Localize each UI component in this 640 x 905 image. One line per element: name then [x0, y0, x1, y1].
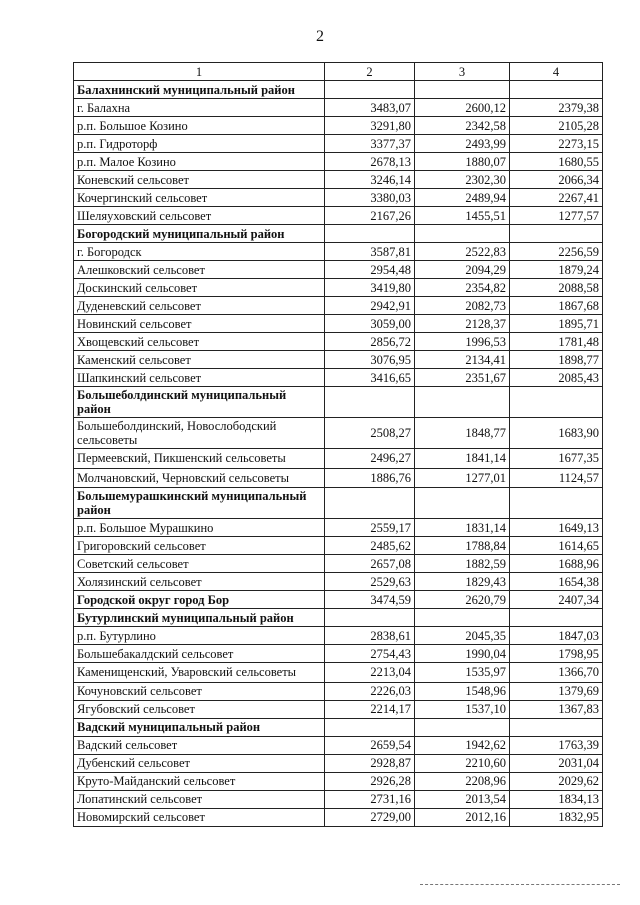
table-row — [74, 700, 603, 718]
table-header-row — [74, 63, 603, 81]
value-col-2: 2729,00 — [325, 808, 415, 826]
value-col-2 — [325, 609, 415, 627]
value-col-4: 1124,57 — [510, 468, 603, 488]
value-col-3: 2012,16 — [415, 808, 510, 826]
value-col-4: 1763,39 — [510, 736, 603, 754]
column-header-3: 3 — [415, 63, 510, 81]
value-col-2: 3380,03 — [325, 189, 415, 207]
value-col-4 — [510, 387, 603, 418]
value-col-3: 2620,79 — [415, 591, 510, 609]
section-row — [74, 81, 603, 99]
value-col-2: 2678,13 — [325, 153, 415, 171]
value-col-3: 2128,37 — [415, 315, 510, 333]
value-col-3: 2082,73 — [415, 297, 510, 315]
table-row — [74, 315, 603, 333]
row-name: р.п. Бутурлино — [74, 627, 325, 645]
row-name: Большеболдинский муниципальный район — [74, 387, 325, 418]
value-col-4: 1654,38 — [510, 573, 603, 591]
value-col-3 — [415, 81, 510, 99]
column-header-1: 1 — [74, 63, 325, 81]
value-col-3: 2493,99 — [415, 135, 510, 153]
row-name: Алешковский сельсовет — [74, 261, 325, 279]
row-name: Доскинский сельсовет — [74, 279, 325, 297]
row-name: Молчановский, Черновский сельсоветы — [74, 468, 325, 488]
value-col-3: 2489,94 — [415, 189, 510, 207]
value-col-3: 1848,77 — [415, 418, 510, 449]
value-col-2: 3587,81 — [325, 243, 415, 261]
value-col-3: 2342,58 — [415, 117, 510, 135]
row-name: Новомирский сельсовет — [74, 808, 325, 826]
value-col-2: 3416,65 — [325, 369, 415, 387]
value-col-4: 2088,58 — [510, 279, 603, 297]
value-col-4: 2031,04 — [510, 754, 603, 772]
table-row — [74, 261, 603, 279]
value-col-2 — [325, 387, 415, 418]
row-name: г. Балахна — [74, 99, 325, 117]
value-col-4 — [510, 81, 603, 99]
value-col-4: 1898,77 — [510, 351, 603, 369]
value-col-4: 1895,71 — [510, 315, 603, 333]
table-row — [74, 663, 603, 683]
value-col-3: 1829,43 — [415, 573, 510, 591]
section-row — [74, 225, 603, 243]
value-col-3 — [415, 609, 510, 627]
row-name: Ягубовский сельсовет — [74, 700, 325, 718]
value-col-3: 1996,53 — [415, 333, 510, 351]
page-number: 2 — [316, 28, 324, 45]
row-name: Пермеевский, Пикшенский сельсоветы — [74, 449, 325, 469]
row-name: г. Богородск — [74, 243, 325, 261]
value-col-4: 1367,83 — [510, 700, 603, 718]
value-col-3: 2522,83 — [415, 243, 510, 261]
value-col-2: 2657,08 — [325, 555, 415, 573]
value-col-3: 2094,29 — [415, 261, 510, 279]
value-col-3: 1455,51 — [415, 207, 510, 225]
value-col-2: 2856,72 — [325, 333, 415, 351]
value-col-3: 1882,59 — [415, 555, 510, 573]
value-col-2: 2942,91 — [325, 297, 415, 315]
row-name: Лопатинский сельсовет — [74, 790, 325, 808]
section-row — [74, 591, 603, 609]
value-col-2: 3059,00 — [325, 315, 415, 333]
value-col-4 — [510, 609, 603, 627]
row-name: р.п. Большое Козино — [74, 117, 325, 135]
value-col-3: 1841,14 — [415, 449, 510, 469]
value-col-4: 2256,59 — [510, 243, 603, 261]
value-col-4 — [510, 225, 603, 243]
value-col-4 — [510, 488, 603, 519]
row-name: Хвощевский сельсовет — [74, 333, 325, 351]
row-name: Вадский сельсовет — [74, 736, 325, 754]
table-row — [74, 189, 603, 207]
tariff-table — [73, 62, 603, 827]
row-name: Бутурлинский муниципальный район — [74, 609, 325, 627]
value-col-2: 2226,03 — [325, 682, 415, 700]
table-row — [74, 555, 603, 573]
section-row — [74, 488, 603, 519]
value-col-2 — [325, 488, 415, 519]
value-col-4: 1277,57 — [510, 207, 603, 225]
table-row — [74, 99, 603, 117]
row-name: Дуденевский сельсовет — [74, 297, 325, 315]
table-row — [74, 333, 603, 351]
table-row — [74, 171, 603, 189]
table-row — [74, 754, 603, 772]
table-row — [74, 790, 603, 808]
table-row — [74, 736, 603, 754]
table-row — [74, 772, 603, 790]
value-col-3: 2208,96 — [415, 772, 510, 790]
value-col-2: 1886,76 — [325, 468, 415, 488]
value-col-4: 1867,68 — [510, 297, 603, 315]
table-row — [74, 243, 603, 261]
value-col-4: 2407,34 — [510, 591, 603, 609]
value-col-2 — [325, 225, 415, 243]
value-col-3 — [415, 387, 510, 418]
row-name: Холязинский сельсовет — [74, 573, 325, 591]
value-col-3: 2045,35 — [415, 627, 510, 645]
section-row — [74, 609, 603, 627]
section-row — [74, 718, 603, 736]
value-col-4: 2029,62 — [510, 772, 603, 790]
value-col-4: 1688,96 — [510, 555, 603, 573]
value-col-2: 3291,80 — [325, 117, 415, 135]
table-row — [74, 207, 603, 225]
footer-divider — [420, 884, 620, 885]
row-name: Каменский сельсовет — [74, 351, 325, 369]
table-body — [74, 81, 603, 827]
value-col-2: 2508,27 — [325, 418, 415, 449]
value-col-2: 3483,07 — [325, 99, 415, 117]
value-col-4: 1379,69 — [510, 682, 603, 700]
value-col-3: 1880,07 — [415, 153, 510, 171]
value-col-4: 2066,34 — [510, 171, 603, 189]
table-row — [74, 351, 603, 369]
value-col-2: 3474,59 — [325, 591, 415, 609]
row-name: Балахнинский муниципальный район — [74, 81, 325, 99]
value-col-2: 2928,87 — [325, 754, 415, 772]
value-col-3 — [415, 488, 510, 519]
table-row — [74, 627, 603, 645]
table-row — [74, 418, 603, 449]
value-col-4: 2105,28 — [510, 117, 603, 135]
value-col-3 — [415, 718, 510, 736]
table-row — [74, 645, 603, 663]
value-col-2 — [325, 81, 415, 99]
value-col-3: 1942,62 — [415, 736, 510, 754]
value-col-2: 2485,62 — [325, 537, 415, 555]
row-name: Григоровский сельсовет — [74, 537, 325, 555]
value-col-3: 1535,97 — [415, 663, 510, 683]
value-col-2: 2659,54 — [325, 736, 415, 754]
value-col-4: 1847,03 — [510, 627, 603, 645]
value-col-3: 1990,04 — [415, 645, 510, 663]
row-name: Большебакалдский сельсовет — [74, 645, 325, 663]
value-col-4: 2273,15 — [510, 135, 603, 153]
value-col-2: 2213,04 — [325, 663, 415, 683]
row-name: Шеляуховский сельсовет — [74, 207, 325, 225]
section-row — [74, 387, 603, 418]
value-col-2: 2754,43 — [325, 645, 415, 663]
row-name: р.п. Малое Козино — [74, 153, 325, 171]
table-row — [74, 682, 603, 700]
table-row — [74, 279, 603, 297]
value-col-4: 2379,38 — [510, 99, 603, 117]
value-col-4: 1677,35 — [510, 449, 603, 469]
value-col-3: 2134,41 — [415, 351, 510, 369]
value-col-3: 1537,10 — [415, 700, 510, 718]
value-col-2: 3076,95 — [325, 351, 415, 369]
value-col-2: 2167,26 — [325, 207, 415, 225]
value-col-3: 2354,82 — [415, 279, 510, 297]
value-col-4: 1798,95 — [510, 645, 603, 663]
row-name: Шапкинский сельсовет — [74, 369, 325, 387]
value-col-2: 2954,48 — [325, 261, 415, 279]
value-col-3: 1277,01 — [415, 468, 510, 488]
row-name: Кочергинский сельсовет — [74, 189, 325, 207]
row-name: Богородский муниципальный район — [74, 225, 325, 243]
table-row — [74, 519, 603, 537]
value-col-2 — [325, 718, 415, 736]
value-col-2: 3377,37 — [325, 135, 415, 153]
value-col-3 — [415, 225, 510, 243]
value-col-3: 2600,12 — [415, 99, 510, 117]
column-header-2: 2 — [325, 63, 415, 81]
value-col-3: 1548,96 — [415, 682, 510, 700]
value-col-3: 2013,54 — [415, 790, 510, 808]
table-row — [74, 573, 603, 591]
value-col-4: 1614,65 — [510, 537, 603, 555]
row-name: Новинский сельсовет — [74, 315, 325, 333]
value-col-3: 2210,60 — [415, 754, 510, 772]
value-col-4: 1832,95 — [510, 808, 603, 826]
value-col-3: 1788,84 — [415, 537, 510, 555]
value-col-4: 1366,70 — [510, 663, 603, 683]
row-name: Большемурашкинский муниципальный район — [74, 488, 325, 519]
value-col-2: 2559,17 — [325, 519, 415, 537]
table-row — [74, 369, 603, 387]
value-col-4: 2267,41 — [510, 189, 603, 207]
row-name: Городской округ город Бор — [74, 591, 325, 609]
row-name: Большеболдинский, Новослободский сельсоветы — [74, 418, 325, 449]
table-row — [74, 117, 603, 135]
value-col-3: 1831,14 — [415, 519, 510, 537]
value-col-4: 1834,13 — [510, 790, 603, 808]
row-name: Дубенский сельсовет — [74, 754, 325, 772]
table-row — [74, 297, 603, 315]
value-col-2: 3246,14 — [325, 171, 415, 189]
value-col-2: 2731,16 — [325, 790, 415, 808]
table-row — [74, 808, 603, 826]
value-col-4: 1649,13 — [510, 519, 603, 537]
value-col-3: 2351,67 — [415, 369, 510, 387]
row-name: р.п. Большое Мурашкино — [74, 519, 325, 537]
table-row — [74, 449, 603, 469]
value-col-4: 1683,90 — [510, 418, 603, 449]
row-name: Круто-Майданский сельсовет — [74, 772, 325, 790]
row-name: Вадский муниципальный район — [74, 718, 325, 736]
table-row — [74, 537, 603, 555]
value-col-2: 2214,17 — [325, 700, 415, 718]
value-col-4: 2085,43 — [510, 369, 603, 387]
value-col-2: 2496,27 — [325, 449, 415, 469]
row-name: Каменищенский, Уваровский сельсоветы — [74, 663, 325, 683]
table-row — [74, 468, 603, 488]
value-col-3: 2302,30 — [415, 171, 510, 189]
table-row — [74, 135, 603, 153]
value-col-2: 2529,63 — [325, 573, 415, 591]
table-row — [74, 153, 603, 171]
value-col-4: 1879,24 — [510, 261, 603, 279]
row-name: р.п. Гидроторф — [74, 135, 325, 153]
value-col-4 — [510, 718, 603, 736]
column-header-4: 4 — [510, 63, 603, 81]
row-name: Советский сельсовет — [74, 555, 325, 573]
value-col-4: 1680,55 — [510, 153, 603, 171]
row-name: Коневский сельсовет — [74, 171, 325, 189]
value-col-2: 2838,61 — [325, 627, 415, 645]
value-col-4: 1781,48 — [510, 333, 603, 351]
value-col-2: 2926,28 — [325, 772, 415, 790]
value-col-2: 3419,80 — [325, 279, 415, 297]
row-name: Кочуновский сельсовет — [74, 682, 325, 700]
